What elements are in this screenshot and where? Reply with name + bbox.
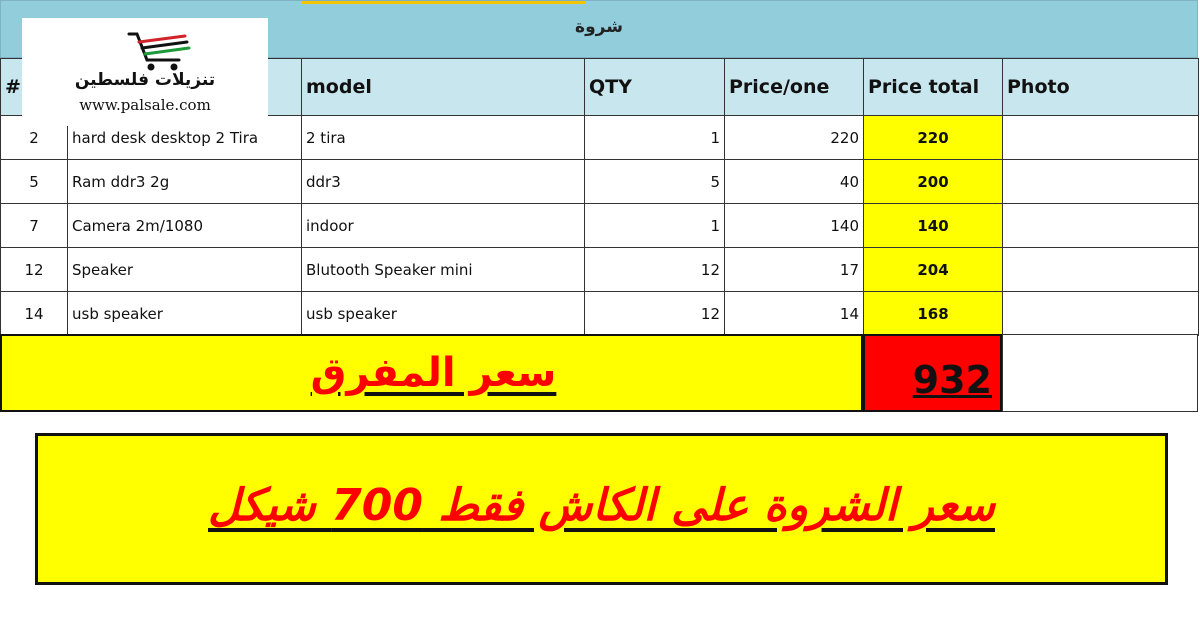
- cell-model[interactable]: Blutooth Speaker mini: [302, 248, 585, 292]
- cell-id[interactable]: 12: [1, 248, 68, 292]
- col-header-photo[interactable]: Photo: [1003, 59, 1199, 116]
- table-row: [1, 292, 1199, 336]
- cell-id[interactable]: 2: [1, 116, 68, 160]
- cell-price-one[interactable]: 40: [725, 160, 864, 204]
- cell-model[interactable]: indoor: [302, 204, 585, 248]
- col-header-model[interactable]: model: [302, 59, 585, 116]
- shopping-cart-icon: [127, 28, 193, 72]
- sheet-title: شروة: [575, 17, 623, 37]
- summary-total-cell[interactable]: [863, 334, 1002, 412]
- cell-model[interactable]: usb speaker: [302, 292, 585, 336]
- brand-name: تنزيلات فلسطين: [74, 70, 216, 90]
- cell-id[interactable]: 5: [1, 160, 68, 204]
- table-row: [1, 160, 1199, 204]
- summary-label-cell[interactable]: [0, 334, 863, 412]
- cell-id[interactable]: 14: [1, 292, 68, 336]
- cash-price-offer: سعر الشروة على الكاش فقط 700 شيكل: [208, 480, 995, 531]
- cell-price-total[interactable]: 140: [864, 204, 1003, 248]
- cell-photo[interactable]: [1003, 248, 1199, 292]
- summary-photo-cell[interactable]: [1002, 334, 1198, 412]
- cell-price-one[interactable]: 140: [725, 204, 864, 248]
- cell-name[interactable]: Speaker: [68, 248, 302, 292]
- col-header-number[interactable]: #: [1, 59, 68, 116]
- cell-name[interactable]: Ram ddr3 2g: [68, 160, 302, 204]
- cell-name[interactable]: Camera 2m/1080: [68, 204, 302, 248]
- cell-price-total[interactable]: 204: [864, 248, 1003, 292]
- cell-photo[interactable]: [1003, 160, 1199, 204]
- cell-name[interactable]: usb speaker: [68, 292, 302, 336]
- promo-banner: [35, 433, 1168, 585]
- cell-qty[interactable]: 12: [585, 248, 725, 292]
- cell-photo[interactable]: [1003, 204, 1199, 248]
- brand-url: www.palsale.com: [79, 96, 211, 114]
- cell-model[interactable]: 2 tira: [302, 116, 585, 160]
- col-header-price-total[interactable]: Price total: [864, 59, 1003, 116]
- cell-price-total[interactable]: 220: [864, 116, 1003, 160]
- cell-photo[interactable]: [1003, 292, 1199, 336]
- cell-qty[interactable]: 5: [585, 160, 725, 204]
- cell-price-one[interactable]: 220: [725, 116, 864, 160]
- cell-qty[interactable]: 1: [585, 116, 725, 160]
- cell-id[interactable]: 7: [1, 204, 68, 248]
- cell-price-one[interactable]: 17: [725, 248, 864, 292]
- cell-qty[interactable]: 12: [585, 292, 725, 336]
- table-row: [1, 248, 1199, 292]
- brand-logo: [22, 18, 268, 126]
- cell-price-one[interactable]: 14: [725, 292, 864, 336]
- cell-model[interactable]: ddr3: [302, 160, 585, 204]
- retail-price-label: سعر المفرق: [310, 350, 557, 396]
- cell-price-total[interactable]: 168: [864, 292, 1003, 336]
- selected-cell-edge: [301, 1, 585, 4]
- cell-qty[interactable]: 1: [585, 204, 725, 248]
- cell-price-total[interactable]: 200: [864, 160, 1003, 204]
- summary-row: [0, 334, 1198, 412]
- col-header-price-one[interactable]: Price/one: [725, 59, 864, 116]
- retail-price-total: 932: [912, 358, 992, 402]
- col-header-qty[interactable]: QTY: [585, 59, 725, 116]
- cell-photo[interactable]: [1003, 116, 1199, 160]
- cell-name[interactable]: hard desk desktop 2 Tira: [68, 116, 302, 160]
- table-row: [1, 204, 1199, 248]
